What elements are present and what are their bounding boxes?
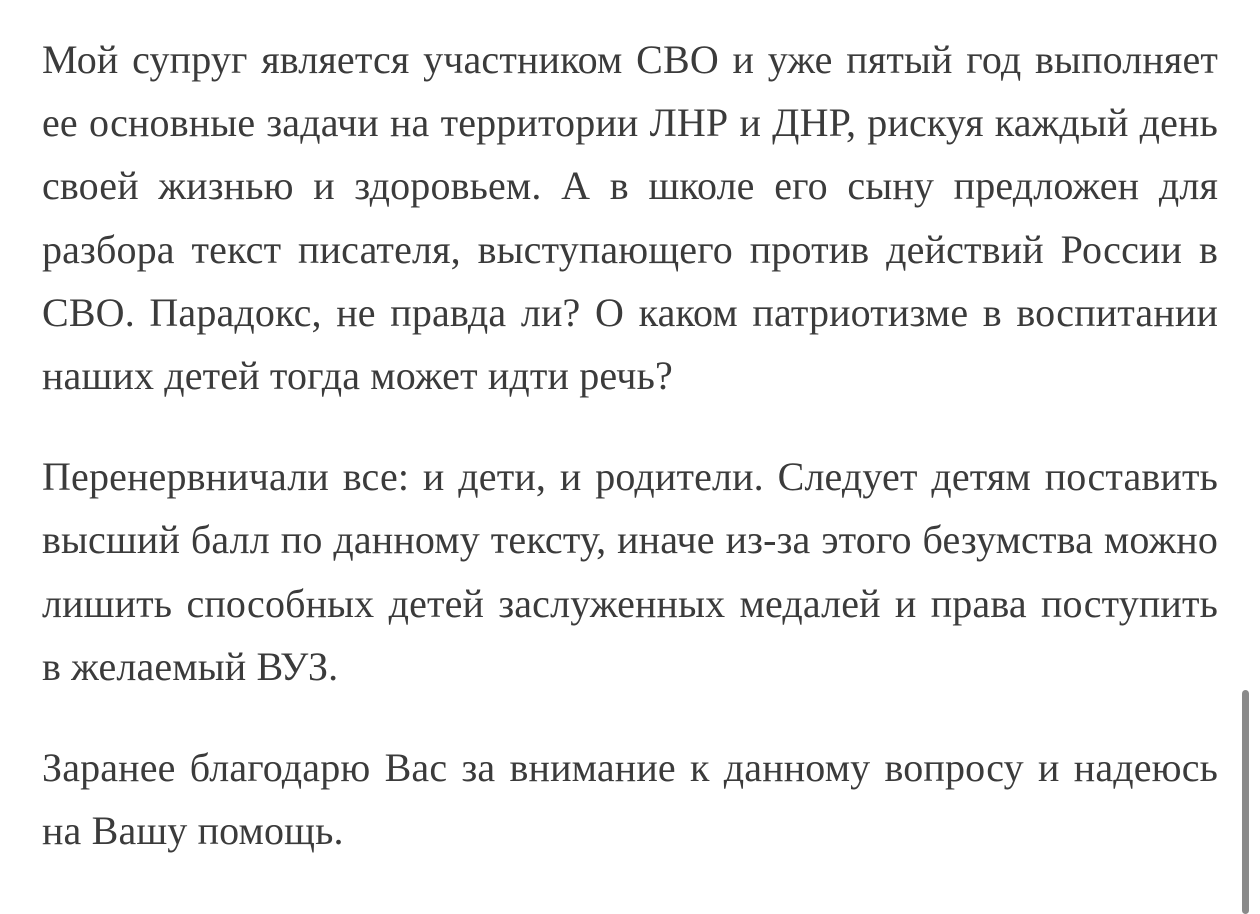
paragraph-1: Мой супруг является участником СВО и уже пятый год выполняет ее основные задачи на территории ЛНР и ДНР, рискуя каждый день своей жизнью и здоровьем. А в школе его сыну предложен для разбора текст писателя, выступающего против действий России в СВО. Парадокс, не правда ли? О каком патриотизме в воспитании наших детей тогда может идти речь? <box>42 37 1218 399</box>
paragraph-2: Перенервничали все: и дети, и родители. Следует детям поставить высший балл по данному тексту, иначе из-за этого безумства можно лишить способных детей заслуженных медалей и права поступить в желаемый ВУЗ. <box>42 454 1218 689</box>
paragraph-3: Заранее благодарю Вас за внимание к данному вопросу и надеюсь на Вашу помощь. <box>42 745 1218 854</box>
vertical-scrollbar[interactable] <box>1242 690 1249 914</box>
document-body <box>42 28 1218 862</box>
